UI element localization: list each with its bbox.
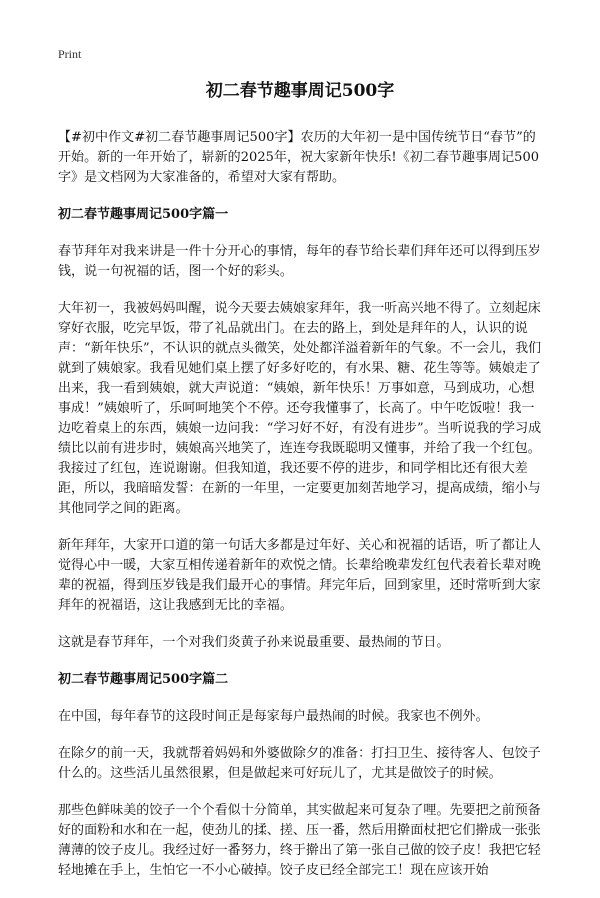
section-2-paragraph-1: 在中国，每年春节的这段时间正是每家每户最热闹的时候。我家也不例外。 [58, 709, 489, 724]
intro-paragraph: 【#初中作文#初二春节趣事周记500字】农历的大年初一是中国传统节日“春节”的开始。新的一年开始了，崭新的2025年，祝大家新年快乐!《初二春节趣事周记500字》是文档网为大家准备的，希望对大家有帮助。 [58, 130, 540, 185]
section-1-paragraph-1: 春节拜年对我来讲是一件十分开心的事情，每年的春节给长辈们拜年还可以得到压岁钱，说一句祝福的话，图一个好的彩头。 [58, 244, 541, 279]
article-title: 初二春节趣事周记500字 [205, 81, 395, 101]
section-2-paragraph-2: 在除夕的前一天，我就帮着妈妈和外婆做除夕的准备：打扫卫生、接待客人、包饺子什么的。这些活儿虽然很累，但是做起来可好玩儿了，尤其是做饺子的时候。 [58, 746, 541, 781]
article [58, 80, 542, 898]
section-2-heading: 初二春节趣事周记500字篇二 [58, 672, 229, 687]
section-1-paragraph-2: 大年初一，我被妈妈叫醒，说今天要去姨娘家拜年，我一听高兴地不得了。立刻起床穿好衣服，吃完早饭，带了礼品就出门。在去的路上，到处是拜年的人，认识的说声：“新年快乐”，不认识的就点头微笑，处处都洋溢着新年的气象。不一会儿，我们就到了姨娘家。我看见她们桌上摆了好多好吃的，有水果、糖、花生等等。姨娘走了出来，我一看到姨娘，就大声说道：“姨娘，新年快乐！万事如意，马到成功，心想事成！”姨娘听了，乐呵呵地笑个不停。还夸我懂事了，长高了。中午吃饭啦！我一边吃着桌上的东西，姨娘一边问我：“学习好不好，有没有进步”。当听说我的学习成绩比以前有进步时，姨娘高兴地笑了，连连夸我既聪明又懂事，并给了我一个红包。我接过了红包，连说谢谢。但我知道，我还要不停的进步，和同学相比还有很大差距，所以，我暗暗发誓：在新的一年里，一定要更加刻苦地学习，提高成绩，缩小与其他同学之间的距离。 [58, 301, 542, 516]
section-2-paragraph-3: 那些色鲜味美的饺子一个个看似十分简单，其实做起来可复杂了哩。先要把之前预备好的面粉和水和在一起，使劲儿的揉、搓、压一番，然后用擀面杖把它们擀成一张张薄薄的饺子皮儿。我经过好一番努力，终于擀出了第一张自己做的饺子皮！我把它轻轻地摊在手上，生怕它一不小心破掉。饺子皮已经全部完工！现在应该开始 [58, 803, 541, 878]
section-1-heading: 初二春节趣事周记500字篇一 [58, 207, 229, 222]
print-link[interactable]: Print [58, 47, 82, 61]
section-1-paragraph-4: 这就是春节拜年，一个对我们炎黄子孙来说最重要、最热闹的节日。 [58, 635, 450, 650]
section-1-paragraph-3: 新年拜年，大家开口道的第一句话大多都是过年好、关心和祝福的话语，听了都让人觉得心中一暖，大家互相传递着新年的欢悦之情。长辈给晚辈发红包代表着长辈对晚辈的祝福，得到压岁钱是我们最开心的事情。拜完年后，回到家里，还时常听到大家拜年的祝福语，这让我感到无比的幸福。 [58, 538, 541, 613]
